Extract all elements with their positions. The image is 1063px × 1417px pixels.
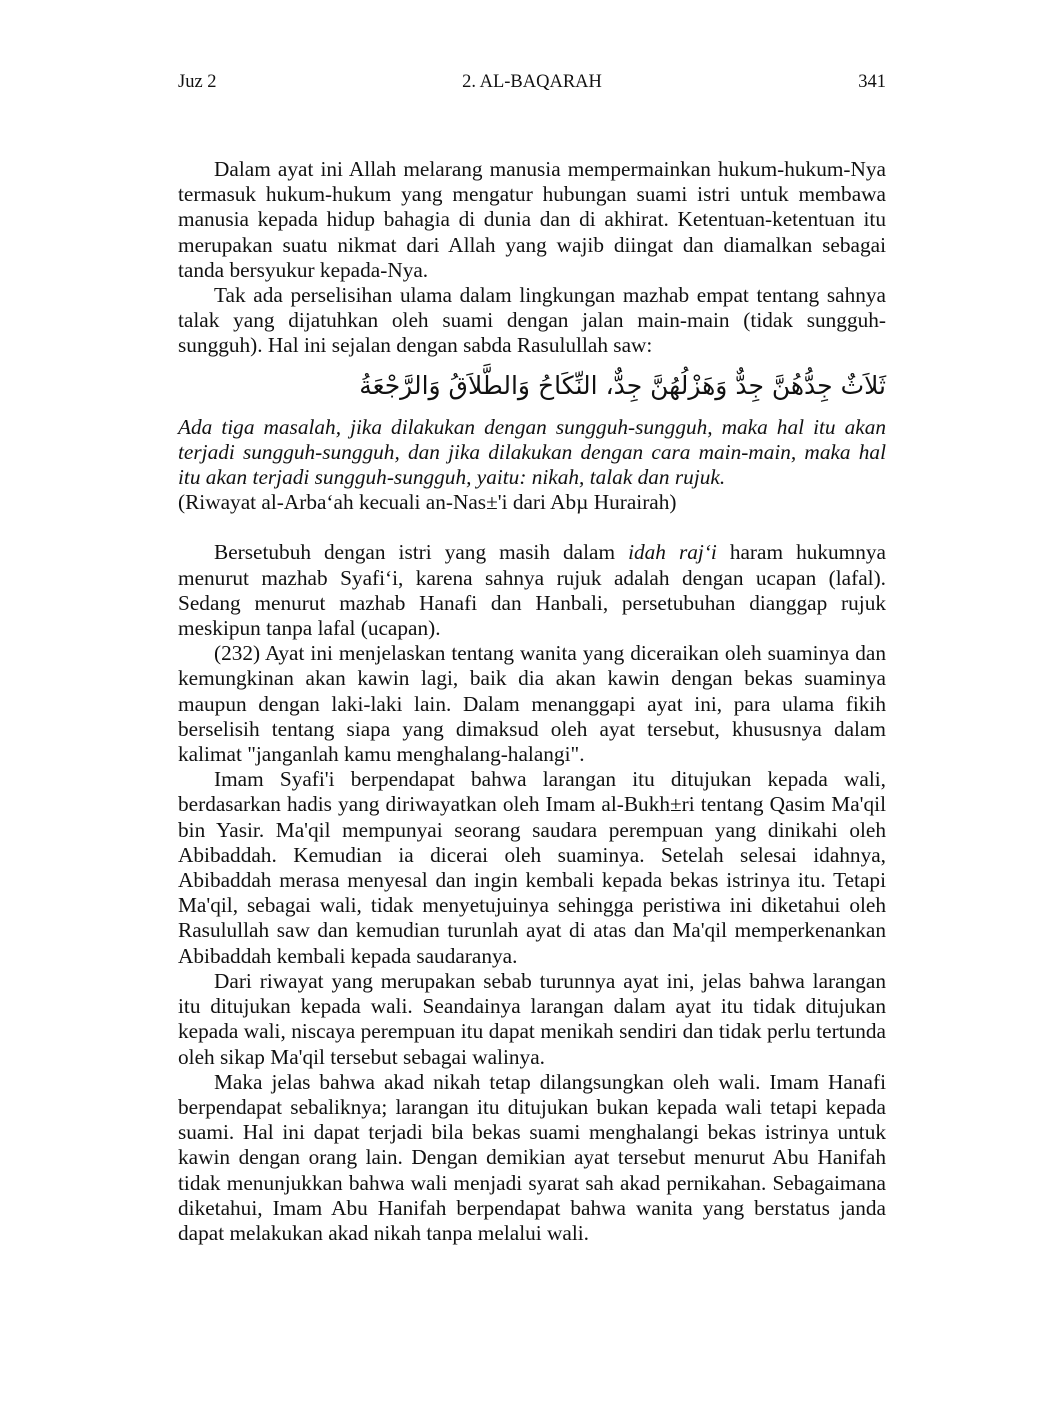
paragraph-gap	[178, 515, 886, 540]
paragraph-6: Dari riwayat yang merupakan sebab turunnya ayat ini, jelas bahwa larangan itu ditujukan kepada wali. Seandainya larangan dalam ayat itu tidak ditujukan kepada wali, niscaya perempuan itu dapat menikah sendiri dan tidak perlu tertunda oleh sikap Ma'qil tersebut sebagai walinya.	[178, 968, 886, 1069]
page-header	[178, 72, 886, 98]
hadith-source: (Riwayat al-Arba‘ah kecuali an-Nas±'i dari Abµ Hurairah)	[178, 490, 677, 515]
page-body	[178, 157, 886, 1246]
paragraph-5: Imam Syafi'i berpendapat bahwa larangan itu ditujukan kepada wali, berdasarkan hadis yang diriwayatkan oleh Imam al-Bukh±ri tentang Qasim Ma'qil bin Yasir. Ma'qil mempunyai seorang saudara perempuan yang dinikahi oleh Abibaddah. Kemudian ia dicerai oleh suaminya. Setelah selesai idahnya, Abibaddah merasa menyesal dan ingin kembali kepada bekas istrinya itu. Tetapi Ma'qil, sebagai wali, tidak menyetujuinya sehingga peristiwa ini diketahui oleh Rasulullah saw dan kemudian turunlah ayat di atas dan Ma'qil memperkenankan Abibaddah kembali kepada saudaranya.	[178, 767, 886, 968]
paragraph-3-end: haram hukumnya menurut mazhab Syafi‘i, karena sahnya rujuk adalah dengan ucapan (lafal). Sedang menurut mazhab Hanafi dan Hanbali, persetubuhan dianggap rujuk meskipun tanpa lafal (ucapan).	[178, 540, 886, 641]
surah-title: 2. AL-BAQARAH	[462, 72, 602, 92]
paragraph-1: Dalam ayat ini Allah melarang manusia mempermainkan hukum-hukum-Nya termasuk hukum-hukum yang mengatur hubungan suami istri untuk membawa manusia kepada hidup bahagia di dunia dan di akhirat. Ketentuan-ketentuan itu merupakan suatu nikmat dari Allah yang wajib diingat dan diamalkan sebagai tanda bersyukur kepada-Nya.	[178, 157, 886, 282]
juz-label: Juz 2	[178, 72, 217, 92]
paragraph-4: (232) Ayat ini menjelaskan tentang wanita yang diceraikan oleh suaminya dan kemungkinan akan kawin lagi, baik dia akan kawin dengan bekas suaminya maupun dengan laki-laki lain. Dalam menanggapi ayat ini, para ulama fikih berselisih tentang siapa yang dimaksud oleh ayat tersebut, khususnya dalam kalimat "janganlah kamu menghalang-halangi".	[178, 641, 886, 767]
paragraph-2: Tak ada perselisihan ulama dalam lingkungan mazhab empat tentang sahnya talak yang dijatuhkan oleh suami dengan jalan main-main (tidak sungguh-sungguh). Hal ini sejalan dengan sabda Rasulullah saw:	[178, 283, 886, 358]
page-number: 341	[858, 72, 886, 92]
idah-term: idah raj‘i	[628, 540, 717, 565]
paragraph-3	[178, 540, 886, 641]
hadith-arabic: ثَلاَثٌ جِدُّهُنَّ جِدٌّ وَهَزْلُهُنَّ جِدٌّ، النِّكَاحُ وَالطَّلاَقُ وَالرَّجْعَةُ	[359, 370, 886, 400]
paragraph-7: Maka jelas bahwa akad nikah tetap dilangsungkan oleh wali. Imam Hanafi berpendapat sebaliknya; larangan itu ditujukan bukan kepada wali tetapi kepada suami. Hal ini dapat terjadi bila bekas suami menghalangi bekas istrinya untuk kawin dengan orang lain. Dengan demikian ayat tersebut menurut Abu Hanifah tidak menunjukkan bahwa wali menjadi syarat sah akad pernikahan. Sebagaimana diketahui, Imam Abu Hanifah berpendapat bahwa wanita yang berstatus janda dapat melakukan akad nikah tanpa melalui wali.	[178, 1069, 886, 1245]
hadith-translation: Ada tiga masalah, jika dilakukan dengan sungguh-sungguh, maka hal itu akan terjadi sungguh-sungguh, dan jika dilakukan dengan cara main-main, maka hal itu akan terjadi sungguh-sungguh, yaitu: nikah, talak dan rujuk.	[178, 414, 886, 490]
paragraph-3-start: Bersetubuh dengan istri yang masih dalam	[214, 540, 629, 565]
